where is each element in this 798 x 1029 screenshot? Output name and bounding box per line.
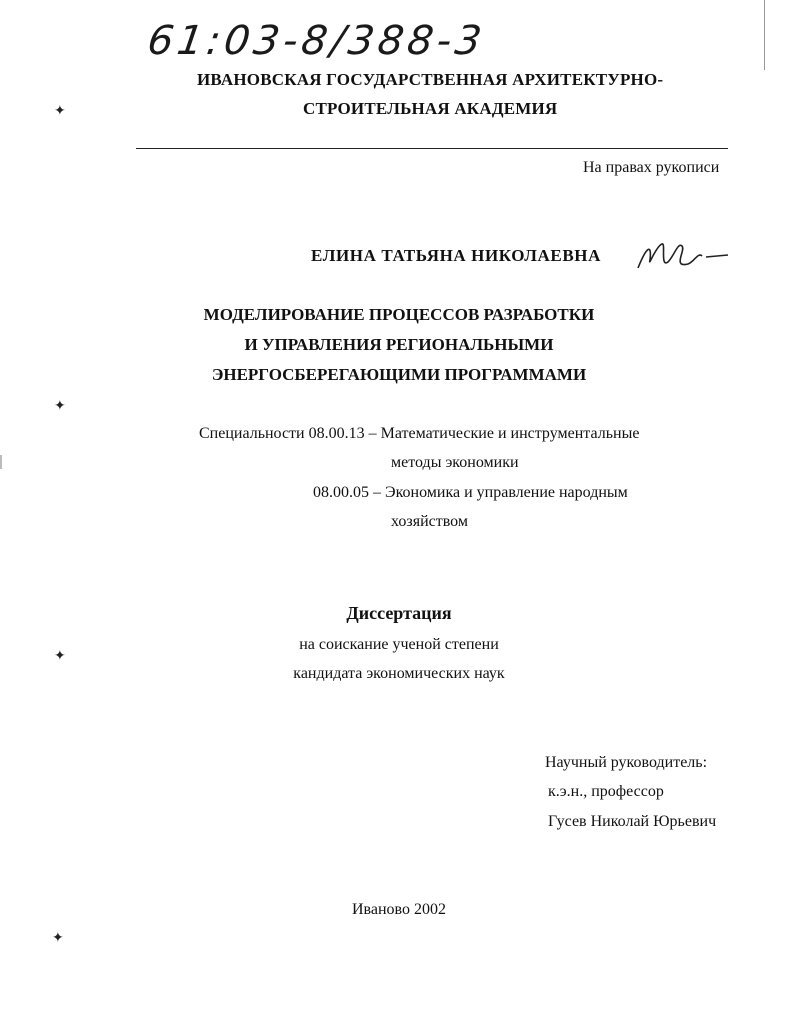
degree-line-2: кандидата экономических наук: [293, 665, 505, 682]
scan-edge-mark: [0, 455, 2, 469]
place-and-year: Иваново 2002: [351, 901, 446, 918]
thesis-title-line-3: ЭНЕРГОСБЕРЕГАЮЩИМИ ПРОГРАММАМИ: [211, 365, 587, 384]
header-divider: [136, 148, 728, 149]
manuscript-note: На правах рукописи: [583, 159, 720, 176]
archive-code-handwritten: 61:03-8/388-3: [144, 18, 489, 64]
binding-mark-icon: ✦: [54, 648, 66, 664]
supervisor-rank: к.э.н., профессор: [548, 783, 664, 800]
specialty-line-1: Специальности 08.00.13 – Математические и инструментальные: [199, 425, 640, 442]
institution-line-2: СТРОИТЕЛЬНАЯ АКАДЕМИЯ: [303, 99, 558, 118]
specialty-line-4: хозяйством: [391, 513, 468, 530]
supervisor-name: Гусев Николай Юрьевич: [548, 813, 717, 830]
document-type: Диссертация: [346, 603, 452, 623]
binding-mark-icon: ✦: [54, 103, 66, 119]
binding-mark-icon: ✦: [54, 398, 66, 414]
thesis-title-line-1: МОДЕЛИРОВАНИЕ ПРОЦЕССОВ РАЗРАБОТКИ: [203, 305, 595, 324]
specialty-line-2: методы экономики: [391, 454, 519, 471]
degree-line-1: на соискание ученой степени: [299, 636, 499, 653]
supervisor-label: Научный руководитель:: [545, 754, 708, 771]
specialty-line-3: 08.00.05 – Экономика и управление народным: [313, 484, 628, 501]
institution-line-1: ИВАНОВСКАЯ ГОСУДАРСТВЕННАЯ АРХИТЕКТУРНО-: [197, 70, 664, 89]
author-name: ЕЛИНА ТАТЬЯНА НИКОЛАЕВНА: [311, 246, 601, 265]
thesis-title-line-2: И УПРАВЛЕНИЯ РЕГИОНАЛЬНЫМИ: [244, 335, 554, 354]
author-signature: [632, 238, 732, 274]
binding-mark-icon: ✦: [52, 930, 64, 946]
scan-edge-mark: [764, 0, 765, 70]
